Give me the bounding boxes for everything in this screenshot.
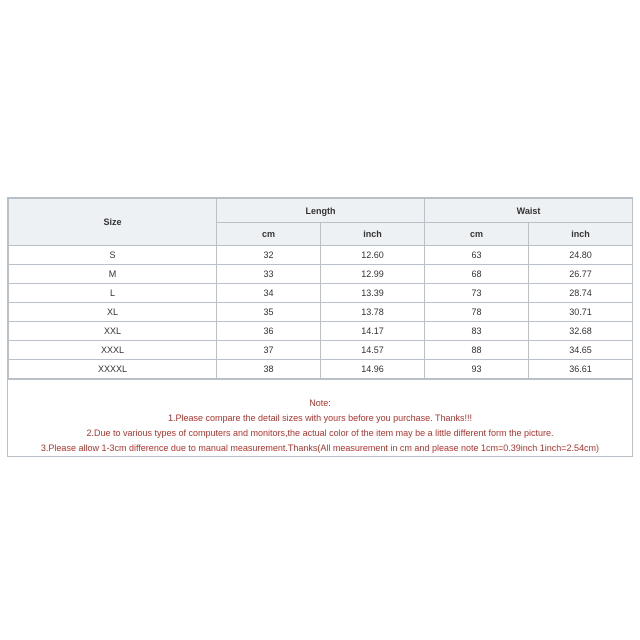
- table-row: [9, 246, 633, 265]
- length-cm-cell: 34: [217, 284, 321, 303]
- length-cm-cell: 37: [217, 341, 321, 360]
- length-inch-cell: 14.57: [321, 341, 425, 360]
- length-inch-cell: 12.99: [321, 265, 425, 284]
- waist-cm-cell: 78: [425, 303, 529, 322]
- waist-inch-cell: 28.74: [529, 284, 633, 303]
- table-row: [9, 284, 633, 303]
- size-table: [8, 198, 633, 379]
- length-cm-cell: 36: [217, 322, 321, 341]
- size-chart: [7, 197, 633, 457]
- size-cell: S: [9, 246, 217, 265]
- waist-cm-cell: 68: [425, 265, 529, 284]
- note-line: 1.Please compare the detail sizes with yours before you purchase. Thanks!!!: [168, 413, 472, 423]
- length-inch-cell: 14.17: [321, 322, 425, 341]
- waist-inch-header: inch: [529, 223, 633, 246]
- size-cell: L: [9, 284, 217, 303]
- notes-title: Note:: [309, 398, 331, 408]
- table-row: [9, 265, 633, 284]
- waist-inch-cell: 30.71: [529, 303, 633, 322]
- waist-inch-cell: 32.68: [529, 322, 633, 341]
- length-inch-cell: 12.60: [321, 246, 425, 265]
- size-column-header: Size: [9, 199, 217, 246]
- notes-section: [8, 379, 632, 456]
- waist-cm-header: cm: [425, 223, 529, 246]
- length-inch-header: inch: [321, 223, 425, 246]
- length-inch-cell: 13.78: [321, 303, 425, 322]
- waist-inch-cell: 24.80: [529, 246, 633, 265]
- size-cell: XXXL: [9, 341, 217, 360]
- table-row: [9, 303, 633, 322]
- length-inch-cell: 13.39: [321, 284, 425, 303]
- waist-cm-cell: 73: [425, 284, 529, 303]
- note-line: 3.Please allow 1-3cm difference due to manual measurement.Thanks(All measurement in cm and please note 1cm=0.39inch 1inch=2.54cm): [40, 443, 600, 453]
- waist-inch-cell: 26.77: [529, 265, 633, 284]
- size-cell: M: [9, 265, 217, 284]
- table-row: [9, 360, 633, 379]
- length-inch-cell: 14.96: [321, 360, 425, 379]
- size-cell: XXL: [9, 322, 217, 341]
- size-cell: XXXXL: [9, 360, 217, 379]
- table-header-row: [9, 199, 633, 223]
- table-row: [9, 341, 633, 360]
- waist-inch-cell: 36.61: [529, 360, 633, 379]
- table-row: [9, 322, 633, 341]
- waist-cm-cell: 63: [425, 246, 529, 265]
- waist-cm-cell: 93: [425, 360, 529, 379]
- length-cm-cell: 33: [217, 265, 321, 284]
- waist-cm-cell: 88: [425, 341, 529, 360]
- length-cm-cell: 38: [217, 360, 321, 379]
- length-column-header: Length: [217, 199, 425, 223]
- waist-inch-cell: 34.65: [529, 341, 633, 360]
- length-cm-cell: 35: [217, 303, 321, 322]
- note-line: 2.Due to various types of computers and monitors,the actual color of the item may be a little different form the picture.: [86, 428, 554, 438]
- length-cm-header: cm: [217, 223, 321, 246]
- size-cell: XL: [9, 303, 217, 322]
- waist-column-header: Waist: [425, 199, 633, 223]
- waist-cm-cell: 83: [425, 322, 529, 341]
- length-cm-cell: 32: [217, 246, 321, 265]
